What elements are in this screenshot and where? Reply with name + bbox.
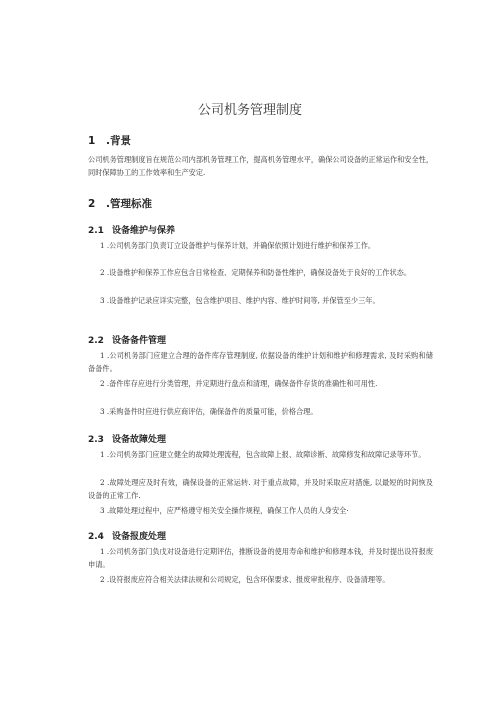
subsection-number: 2.1	[88, 226, 104, 236]
section-heading-standards	[88, 196, 152, 211]
section-number: 1	[88, 135, 96, 147]
list-item: 1 .公司机务部门负戊对设备进行定期评估，推断设备的使用寿命和维护和修理本钱，并及时提出设符报废申请。	[88, 547, 433, 569]
section-paragraph: 公司机务管理制度旨在规范公司内部机务管理工作，提高机务管理水平，确保公司设备的正常运作和安全性，同时保障协工的工作效率和生产安定.	[88, 155, 434, 177]
document-title: 公司机务管理制度	[197, 103, 302, 118]
list-item: 2 .设符报废应符合相关法律法规和公司规定，包含环保要求、报废审批程序、设备清理等。	[100, 575, 390, 584]
subsection-title: 设备报废处理	[112, 532, 167, 542]
section-number: 2	[88, 198, 96, 210]
list-item: 2 .故障处理应及时有效，确保设备的正常运转. 对于重点故障，并及时采取应对措施, 以最短的时间恢及设备的正常工作.	[88, 478, 433, 500]
subsection-heading	[88, 432, 166, 445]
list-item: 2 .设备维护和保养工作应包含日常检查、定期保养和防备性维护，确保设备处于良好的工作状态。	[100, 268, 412, 277]
section-title: .管理标准	[106, 198, 152, 210]
subsection-number: 2.3	[88, 435, 104, 445]
section-heading-background	[88, 133, 131, 148]
subsection-heading	[88, 223, 175, 236]
subsection-title: 设备备件管理	[112, 336, 167, 346]
subsection-title: 设备故障处理	[112, 435, 167, 445]
subsection-number: 2.4	[88, 532, 104, 542]
list-item: 3 .故障处理过程中，应严格遵守相关安全操作规程，确保工作人员的人身安全·	[100, 506, 349, 515]
subsection-heading	[88, 333, 166, 346]
list-item: 2 .备件库存应进行分类管理，并定期进行盘点和清理，确保备件存货的准确性和可用性.	[100, 379, 378, 388]
list-item: 1 .公司机务部门应建立健全的故障处理流程，包含故障上报、故障诊断、故障修发和故障记录等环节。	[100, 450, 426, 459]
section-title: .背景	[106, 135, 131, 147]
list-item: 3 .设备维护记录应详实完整，包含维护项目、维护内容、维护时间等, 并保管至少三年。	[100, 296, 380, 305]
subsection-heading	[88, 529, 166, 542]
list-item: 1 .公司机务部门负责订立设备维护与保养计划，并确保依照计划进行维护和保养工作。	[100, 241, 376, 250]
subsection-number: 2.2	[88, 336, 104, 346]
list-item: 3 .采购备件时应进行供应商评估，确保备件的质量可能，价格合理。	[100, 407, 318, 416]
subsection-title: 设备维护与保养	[112, 226, 176, 236]
list-item: 1 .公司机务部门应建立合理的备件库存管理制度, 依据设备的维护计划和维护和修理需求, 及时采购和储备备件。	[88, 351, 433, 373]
